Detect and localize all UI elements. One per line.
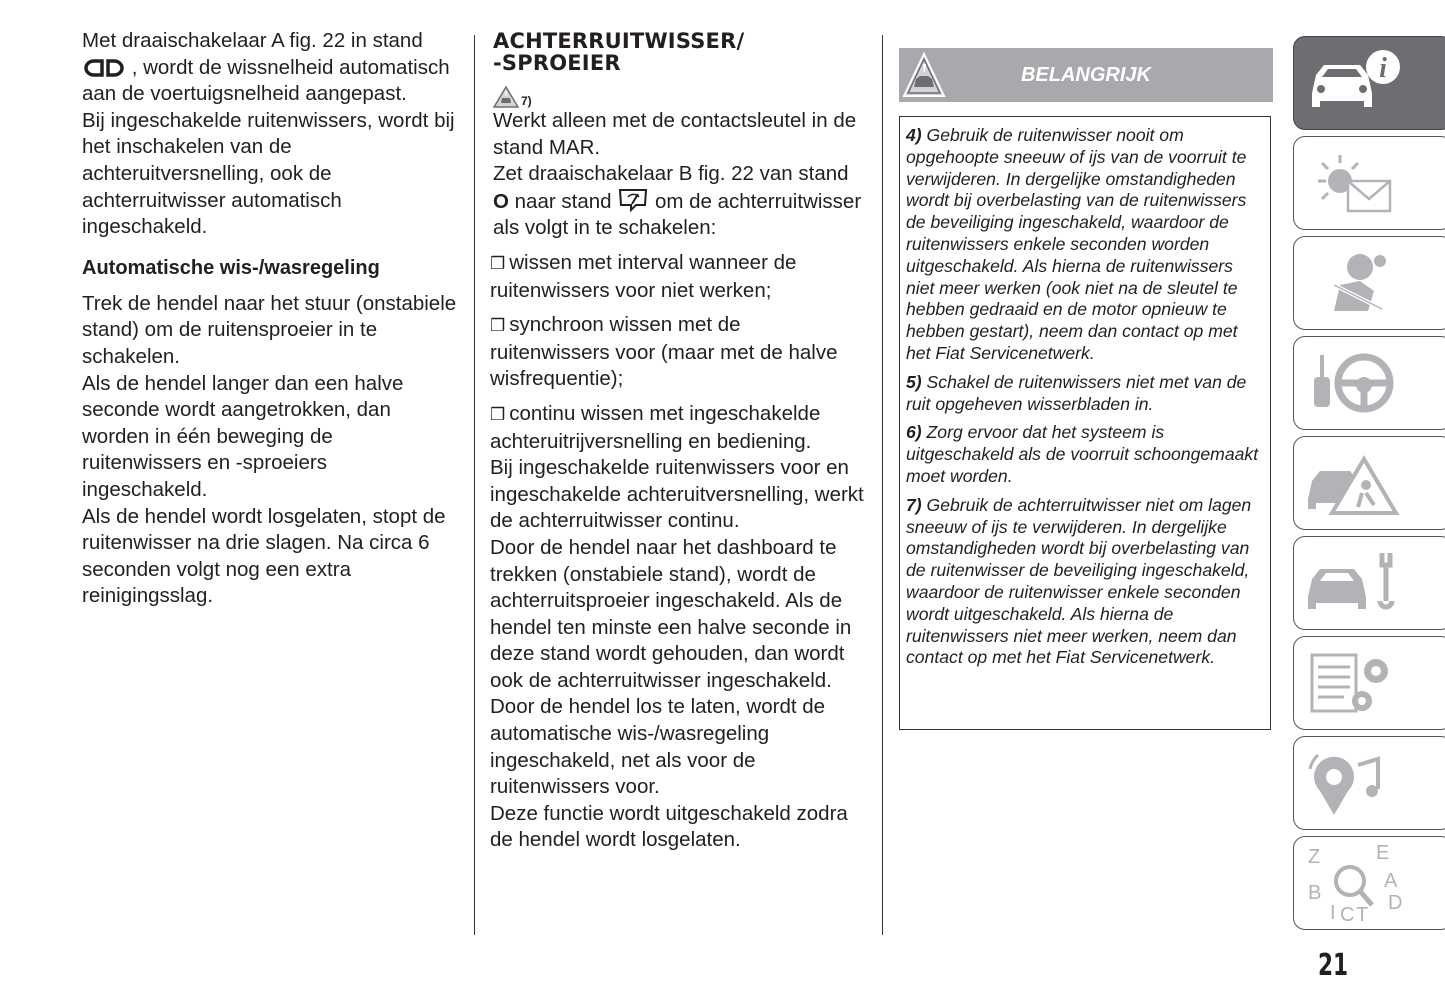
list-item-text: wissen met interval wanneer de ruitenwissers voor niet werken; bbox=[490, 250, 797, 302]
note-text: Schakel de ruitenwissers niet met van de ruit opgeheven wisserbladen in. bbox=[906, 371, 1247, 414]
text: Met draaischakelaar A fig. 22 in stand bbox=[82, 29, 423, 52]
tab-index[interactable] bbox=[1293, 836, 1445, 930]
list-item-text: synchroon wissen met de ruitenwissers voor (maar met de halve wisfrequentie); bbox=[490, 313, 838, 391]
list-item bbox=[490, 401, 865, 455]
bullet-icon: ❒ bbox=[490, 316, 506, 336]
car-maintenance-icon bbox=[1304, 545, 1404, 621]
tab-safety[interactable] bbox=[1293, 236, 1445, 330]
auto-wiper-icon bbox=[82, 58, 126, 78]
text: , wordt de wissnelheid automatisch aan de voertuigsnelheid aangepast. bbox=[82, 55, 450, 106]
text: Zet draaischakelaar B fig. 22 van stand bbox=[493, 162, 849, 186]
safety-airbag-icon bbox=[1304, 245, 1404, 321]
important-title: BELANGRIJK bbox=[1020, 64, 1151, 86]
tab-car-info[interactable] bbox=[1293, 36, 1445, 130]
note-number: 4) bbox=[906, 125, 922, 145]
note-number: 5) bbox=[906, 371, 922, 392]
tab-start-driving[interactable] bbox=[1293, 336, 1445, 430]
svg-text:E: E bbox=[1376, 845, 1390, 864]
tab-emergency[interactable] bbox=[1293, 436, 1445, 530]
index-icon bbox=[1304, 845, 1404, 921]
notes-box bbox=[899, 116, 1271, 730]
warning-triangle-icon bbox=[493, 86, 519, 108]
svg-text:A: A bbox=[1384, 870, 1398, 892]
svg-text:D: D bbox=[1388, 892, 1403, 914]
text: om de achterruitwisser als volgt in te schakelen: bbox=[493, 189, 862, 240]
list-item bbox=[490, 250, 865, 304]
key-steering-wheel-icon bbox=[1304, 345, 1404, 421]
note-text: Gebruik de ruitenwisser nooit om opgehoopte sneeuw of ijs van de voorruit te verwijderen. In dergelijke omstandigheden wordt bij overbelasting van de ruitenwissers de beveiliging ingeschakeld, waardoor de ruitenwissers enkele seconden worden uitgeschakeld. Als hierna de ruitenwissers niet meer werken (ook niet na de sleutel te hebben gedraaid en de motor opnieuw te hebben gestart), neem dan contact op met het Fiat Servicenetwerk. bbox=[906, 125, 1247, 363]
list-item-text: continu wissen met ingeschakelde achteruitrijversnelling en bediening. bbox=[490, 401, 821, 453]
technical-data-icon bbox=[1304, 645, 1404, 721]
paragraph: Trek de hendel naar het stuur (onstabiele stand) om de ruitensproeier in te schakelen. bbox=[82, 291, 457, 368]
middle-column bbox=[490, 28, 865, 854]
warning-lights-icon bbox=[1304, 145, 1404, 221]
paragraph bbox=[82, 28, 457, 108]
paragraph: Als de hendel langer dan een halve seconde wordt aangetrokken, dan worden in één beweging de ruitenwissers en -sproeiers ingeschakeld. bbox=[82, 371, 404, 501]
tab-maintenance[interactable] bbox=[1293, 536, 1445, 630]
paragraph: Deze functie wordt uitgeschakeld zodra de hendel wordt losgelaten. bbox=[490, 801, 848, 852]
note-number: 7) bbox=[906, 494, 922, 515]
left-column bbox=[82, 28, 457, 610]
note bbox=[906, 495, 1266, 669]
note-text: Gebruik de achterruitwisser niet om lagen sneeuw of ijs te verwijderen. In dergelijke omstandigheden wordt bij overbelasting van de ruitenwisser de beveiliging ingeschakeld, waardoor de ruitenwisser enkele seconden wordt uitgeschakeld. Als hierna de ruitenwissers niet meer werken, neem dan contact op met het Fiat Servicenetwerk. bbox=[906, 494, 1252, 668]
svg-text:C: C bbox=[1340, 904, 1355, 921]
text: naar stand bbox=[514, 189, 612, 213]
title-line: -SPROEIER bbox=[493, 51, 621, 75]
tab-warning-lights[interactable] bbox=[1293, 136, 1445, 230]
title-line: ACHTERRUITWISSER/ bbox=[493, 29, 745, 53]
car-info-icon bbox=[1304, 45, 1404, 121]
list-item bbox=[490, 312, 865, 393]
paragraph: Werkt alleen met de contactsleutel in de stand MAR. bbox=[493, 109, 857, 159]
multimedia-icon bbox=[1304, 745, 1404, 821]
paragraph: Door de hendel naar het dashboard te trekken (onstabiele stand), wordt de achterruitsproeier ingeschakeld. Als de hendel ten minste een halve seconde in deze stand wordt gehouden, dan wordt ook de achterruitwisser ingeschakeld. Door de hendel los te laten, wordt de automatische wis-/wasregeling ingeschakeld, net als voor de ruitenwissers voor. bbox=[490, 535, 852, 799]
note-text: Zorg ervoor dat het systeem is uitgeschakeld als de voorruit schoongemaakt moet worden. bbox=[906, 422, 1259, 486]
tab-technical-data[interactable] bbox=[1293, 636, 1445, 730]
emergency-icon bbox=[1304, 445, 1404, 521]
column-divider bbox=[474, 35, 475, 935]
warning-reference bbox=[493, 88, 865, 108]
svg-text:T: T bbox=[1356, 904, 1369, 921]
warning-ref-number: 7) bbox=[521, 94, 532, 108]
svg-text:B: B bbox=[1308, 882, 1322, 904]
note bbox=[906, 422, 1266, 487]
paragraph: Bij ingeschakelde ruitenwissers voor en ingeschakelde achteruitversnelling, werkt de achterruitwisser continu. bbox=[490, 456, 864, 533]
note bbox=[906, 372, 1266, 416]
bullet-icon: ❒ bbox=[490, 253, 506, 273]
svg-text:i: i bbox=[1379, 53, 1387, 84]
tab-multimedia[interactable] bbox=[1293, 736, 1445, 830]
paragraph bbox=[493, 161, 865, 242]
svg-text:I: I bbox=[1330, 902, 1336, 921]
svg-text:Z: Z bbox=[1308, 846, 1321, 868]
section-title bbox=[493, 30, 865, 74]
section-heading: Automatische wis-/wasregeling bbox=[82, 256, 380, 279]
paragraph: Als de hendel wordt losgelaten, stopt de ruitenwisser na drie slagen. Na circa 6 seconden volgt nog een extra reinigingsslag. bbox=[82, 504, 446, 608]
rear-wiper-icon bbox=[617, 188, 649, 212]
column-divider bbox=[882, 35, 883, 935]
paragraph: Bij ingeschakelde ruitenwissers, wordt bij het inschakelen van de achteruitversnelling, ook de achterruitwisser automatisch ingeschakeld. bbox=[82, 108, 455, 239]
note-number: 6) bbox=[906, 422, 922, 443]
page-number: 21 bbox=[1318, 948, 1349, 983]
note bbox=[906, 125, 1266, 365]
position-o-label: O bbox=[493, 189, 509, 213]
important-header bbox=[899, 48, 1273, 102]
bullet-icon: ❒ bbox=[490, 404, 506, 424]
